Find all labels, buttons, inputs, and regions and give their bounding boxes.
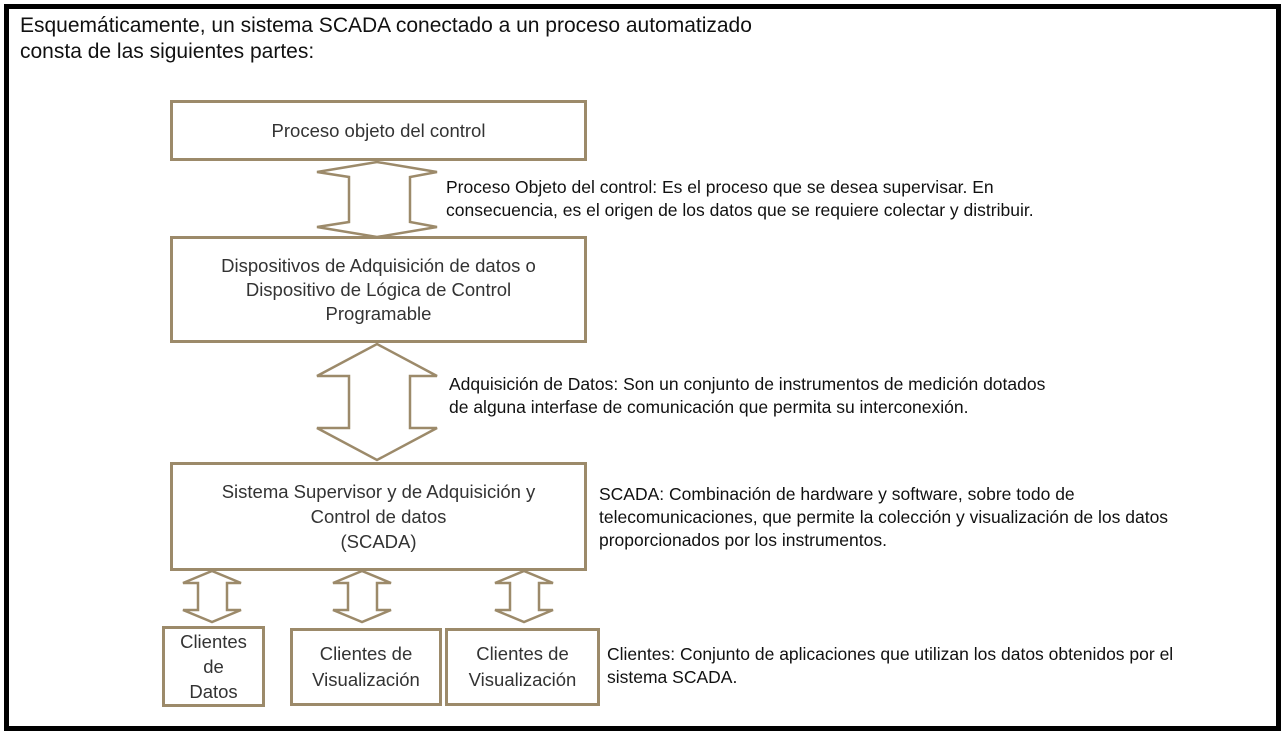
double-arrow-proceso-dispositivos <box>317 162 437 237</box>
note-proceso <box>446 176 1034 222</box>
note-scada <box>599 483 1168 552</box>
intro-line-2: consta de las siguientes partes: <box>20 40 315 63</box>
intro-line-1: Esquemáticamente, un sistema SCADA conectado a un proceso automatizado <box>20 14 752 37</box>
note-clientes-line-1: Clientes: Conjunto de aplicaciones que utilizan los datos obtenidos por el <box>607 644 1174 664</box>
box-scada-label: Sistema Supervisor y de Adquisición y Control de datos (SCADA) <box>221 481 536 552</box>
note-proceso-line-1: Proceso Objeto del control: Es el proceso que se desea supervisar. En <box>446 177 994 197</box>
box-proceso-objeto <box>170 100 587 161</box>
note-adquisicion-line-2: de alguna interfase de comunicación que permita su interconexión. <box>449 397 969 417</box>
box-clientes-vis-2-label: Clientes de Visualización <box>468 643 577 690</box>
note-scada-line-3: proporcionados por los instrumentos. <box>599 530 887 550</box>
box-scada <box>170 462 587 571</box>
box-dispositivos-label: Dispositivos de Adquisición de datos o Dispositivo de Lógica de Control Programable <box>221 254 536 324</box>
box-clientes-vis-1-label: Clientes de Visualización <box>312 643 420 690</box>
double-arrow-dispositivos-scada <box>317 344 437 460</box>
box-clientes-datos-label: Clientes de Datos <box>180 631 247 702</box>
box-clientes-visualizacion-1 <box>290 628 442 706</box>
box-proceso-label: Proceso objeto del control <box>271 119 486 141</box>
note-adquisicion-line-1: Adquisición de Datos: Son un conjunto de instrumentos de medición dotados <box>449 374 1046 394</box>
double-arrow-scada-clientes-vis-1 <box>333 571 391 622</box>
box-clientes-datos <box>162 626 265 707</box>
note-scada-line-2: telecomunicaciones, que permite la colección y visualización de los datos <box>599 507 1169 527</box>
note-proceso-line-2: consecuencia, es el origen de los datos que se requiere colectar y distribuir. <box>446 200 1034 220</box>
note-clientes-line-2: sistema SCADA. <box>607 667 738 687</box>
note-clientes <box>607 643 1173 689</box>
note-adquisicion <box>449 373 1045 419</box>
box-clientes-visualizacion-2 <box>445 628 600 706</box>
note-scada-line-1: SCADA: Combinación de hardware y software, sobre todo de <box>599 484 1075 504</box>
box-dispositivos-adquisicion <box>170 236 587 343</box>
double-arrow-scada-clientes-datos <box>183 571 241 622</box>
double-arrow-scada-clientes-vis-2 <box>495 571 553 622</box>
